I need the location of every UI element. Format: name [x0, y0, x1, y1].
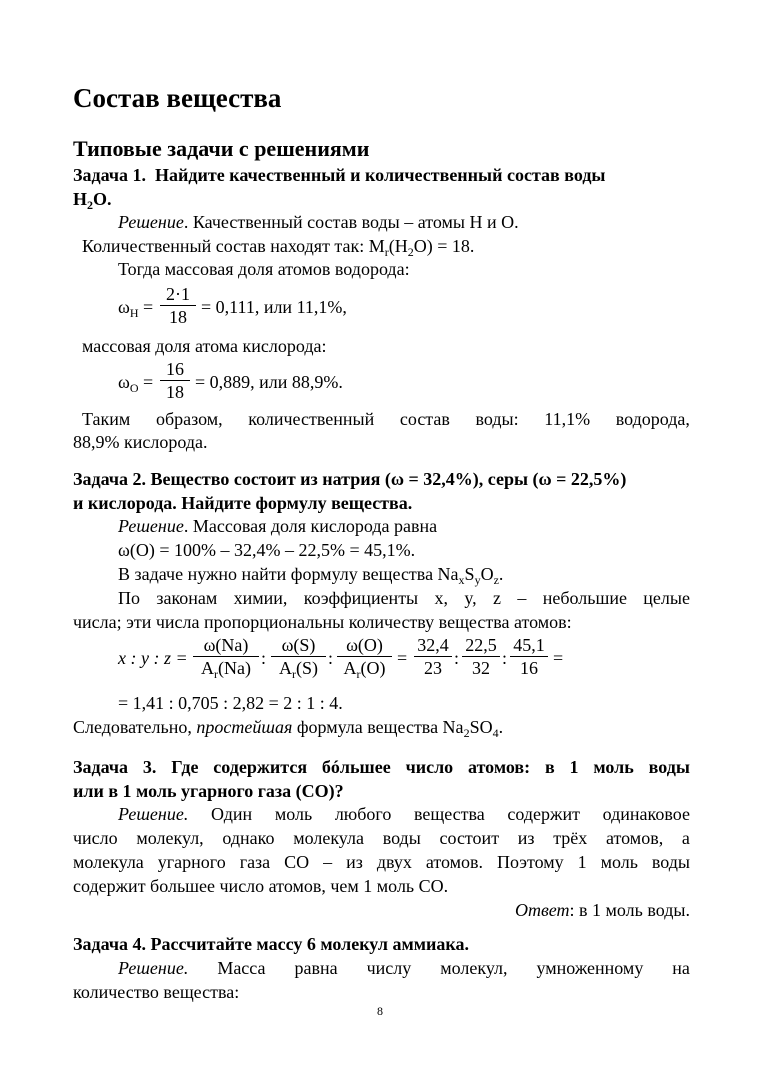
task2-heading: Задача 2. Вещество состоит из натрия (ω = 32,4%), серы (ω = 22,5%) [73, 469, 627, 489]
task4-solution: Решение. Масса равна числу молекул, умноженному на [118, 958, 690, 978]
task1-oxygen-text: массовая доля атома кислорода: [82, 336, 327, 356]
page-title: Состав вещества [73, 83, 282, 113]
section-subtitle: Типовые задачи с решениями [73, 136, 370, 161]
task2-result: Следовательно, простейшая формула вещества $Na_2SO_4$. [73, 717, 504, 740]
task2-heading-line2: и кислорода. Найдите формулу вещества. [73, 493, 413, 513]
ratio-colon: : [454, 648, 460, 668]
task1-formula: $H_2O$. [73, 189, 112, 212]
ratio-lhs: x : y : z = [118, 648, 188, 668]
task1-conclusion: Таким образом, количественный состав воды: 11,1% водорода, [82, 409, 690, 429]
task3-answer: Ответ: в 1 моль воды. [514, 900, 690, 920]
task3-solution: Решение. Один моль любого вещества содержит одинаковое [118, 804, 690, 824]
task3-line4: содержит большее число атомов, чем 1 моль CO. [73, 876, 449, 896]
solution-label: Решение [118, 212, 184, 232]
task2-laws-line2: числа; эти числа пропорциональны количеству вещества атомов: [73, 612, 572, 632]
task3-line2: число молекул, однако молекула воды состоит из трёх атомов, а [73, 828, 690, 848]
ratio-fraction-na-values: 32,4 23 [414, 634, 452, 679]
page-number: 8 [377, 1004, 383, 1018]
omega-o-symbol: $\omega_O$ = [118, 372, 154, 395]
ratio-fraction-o: ω(O) $A_r(O)$ [337, 634, 392, 679]
omega-h-result: = 0,111, или 11,1%, [201, 297, 347, 317]
task2-find: В задаче нужно найти формулу вещества $Na_xS_yO_z$. [118, 564, 504, 587]
task2-omega-o: ω(O) = 100% – 32,4% – 22,5% = 45,1%. [118, 540, 416, 560]
task1-quant: Количественный состав находят так: $M_r(H_2O) = 18$. [82, 236, 475, 259]
task1-heading [73, 165, 605, 186]
ratio-colon: : [502, 648, 508, 668]
ratio-line2: = 1,41 : 0,705 : 2,82 = 2 : 1 : 4. [118, 693, 343, 713]
omega-h-symbol: $\omega_H$ = [118, 297, 154, 320]
task1-conclusion-line2: 88,9% кислорода. [73, 432, 208, 452]
task1-label: Задача 1. [73, 165, 147, 185]
ratio-colon: : [328, 648, 334, 668]
task3-heading-line2: или в 1 моль угарного газа (CO)? [73, 781, 344, 801]
task2-solution: Решение. Массовая доля кислорода равна [118, 516, 438, 536]
task4-heading: Задача 4. Рассчитайте массу 6 молекул аммиака. [73, 934, 469, 954]
omega-h-fraction: 2·1 18 [160, 283, 196, 328]
task1-solution: Решение. Качественный состав воды – атомы H и O. [118, 212, 519, 232]
ratio-colon: : [261, 648, 267, 668]
omega-o-fraction: 16 18 [160, 358, 190, 403]
ratio-equals: = [397, 648, 408, 668]
task1-question: Найдите качественный и количественный состав воды [155, 165, 606, 185]
ratio-fraction-o-values: 45,1 16 [510, 634, 548, 679]
omega-o-result: = 0,889, или 88,9%. [195, 372, 343, 392]
ratio-fraction-s: ω(S) $A_r(S)$ [271, 634, 326, 679]
ratio-fraction-na: ω(Na) $A_r(Na)$ [193, 634, 259, 679]
task3-heading: Задача 3. Где содержится бóльшее число атомов: в 1 моль воды [73, 757, 690, 777]
task3-line3: молекула угарного газа CO – из двух атомов. Поэтому 1 моль воды [73, 852, 690, 872]
task1-then: Тогда массовая доля атомов водорода: [118, 259, 410, 279]
ratio-equals: = [553, 648, 564, 668]
task2-laws: По законам химии, коэффициенты x, y, z – небольшие целые [118, 588, 690, 608]
task4-line2: количество вещества: [73, 982, 240, 1002]
ratio-fraction-s-values: 22,5 32 [462, 634, 500, 679]
